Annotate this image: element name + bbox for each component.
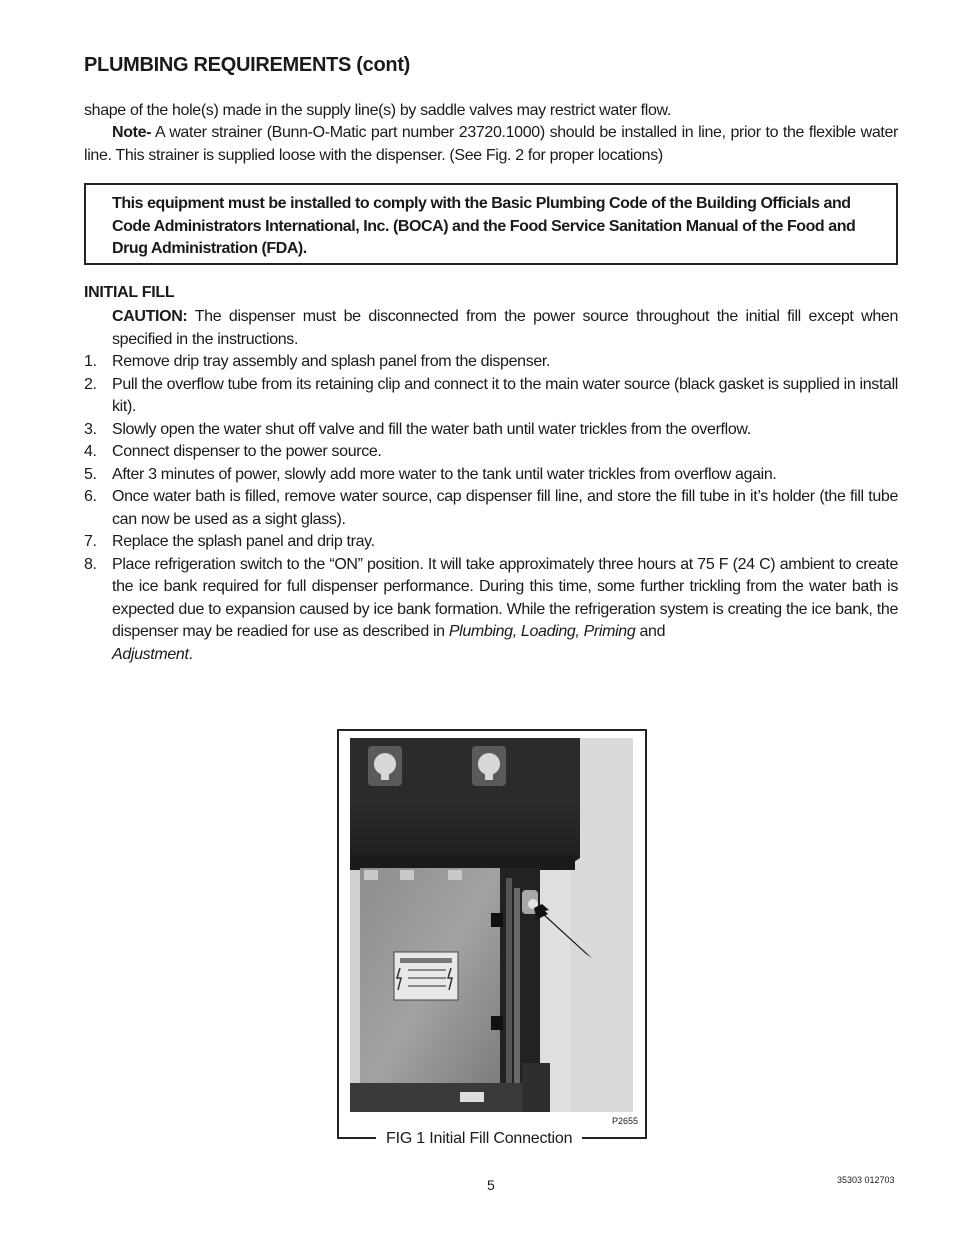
note-text: A water strainer (Bunn-O-Matic part number 23720.1000) should be installed in line, prior to the flexible water line. This strainer is supplied loose with the dispenser. (See Fig. 2 for proper locations) xyxy=(84,124,898,164)
step-text: Once water bath is filled, remove water source, cap dispenser fill line, and store the fill tube in it’s holder (the fill tube can now be used as a sight glass). xyxy=(112,488,898,528)
step-number: 1. xyxy=(84,353,97,370)
step-text: Connect dispenser to the power source. xyxy=(112,443,382,460)
step-number: 7. xyxy=(84,533,97,550)
step-number: 3. xyxy=(84,420,97,438)
figure-code: P2655 xyxy=(612,1116,639,1126)
step-text: . xyxy=(188,645,193,663)
step-text: Slowly open the water shut off valve and fill the water bath until water trickles from the overflow. xyxy=(112,420,751,438)
step-text: Place refrigeration switch to the “ON” position. It will take approximately three hours at 75 F (24 C) ambient to create the ice bank required for full dispenser performance. During this time, some further trickling from the water bath is expected due to expansion caused by ice bank formation. While the refrigeration system is creating the ice bank, the dispenser may be readied for use as described in xyxy=(112,555,898,640)
step-italic-reference: Plumbing, Loading, Priming xyxy=(448,623,636,640)
initial-fill-steps xyxy=(84,351,898,666)
note-paragraph xyxy=(84,122,898,167)
caution-paragraph xyxy=(112,306,898,351)
step-number: 2. xyxy=(84,375,97,393)
page-number: 5 xyxy=(487,1177,495,1193)
step-italic-reference: Adjustment xyxy=(112,645,189,663)
document-code: 35303 012703 xyxy=(837,1175,895,1185)
caution-text: The dispenser must be disconnected from the power source throughout the initial fill except when specified in the instructions. xyxy=(112,308,898,348)
step-item xyxy=(84,419,898,442)
step-item xyxy=(84,464,898,487)
step-number: 5. xyxy=(84,465,97,483)
step-text: and xyxy=(635,623,666,640)
step-number: 4. xyxy=(84,443,97,460)
note-label: Note- xyxy=(112,124,152,141)
step-item xyxy=(84,374,898,419)
compliance-notice-box xyxy=(84,183,898,265)
initial-fill-heading: INITIAL FILL xyxy=(84,284,175,301)
step-number: 6. xyxy=(84,488,97,505)
page-heading: PLUMBING REQUIREMENTS (cont) xyxy=(84,54,411,76)
figure-caption: FIG 1 Initial Fill Connection xyxy=(376,1130,582,1148)
step-number: 8. xyxy=(84,555,97,573)
step-item xyxy=(84,531,898,554)
step-item xyxy=(84,486,898,531)
compliance-notice-text: This equipment must be installed to comply with the Basic Plumbing Code of the Building Officials and Code Administrators International, Inc. (BOCA) and the Food Service Sanitation Manual of the Food and Drug Administration (FDA). xyxy=(112,195,856,257)
step-text: Remove drip tray assembly and splash panel from the dispenser. xyxy=(112,353,551,370)
step-item xyxy=(84,441,898,464)
step-text: Replace the splash panel and drip tray. xyxy=(112,533,375,550)
intro-line: shape of the hole(s) made in the supply line(s) by saddle valves may restrict water flow. xyxy=(84,102,671,119)
step-text: After 3 minutes of power, slowly add more water to the tank until water trickles from overflow again. xyxy=(112,465,777,483)
step-item xyxy=(84,554,898,667)
dispenser-photo xyxy=(350,738,633,1112)
step-text: Pull the overflow tube from its retaining clip and connect it to the main water source (black gasket is supplied in install kit). xyxy=(112,375,898,415)
caution-label: CAUTION: xyxy=(112,308,188,325)
step-item xyxy=(84,351,898,374)
